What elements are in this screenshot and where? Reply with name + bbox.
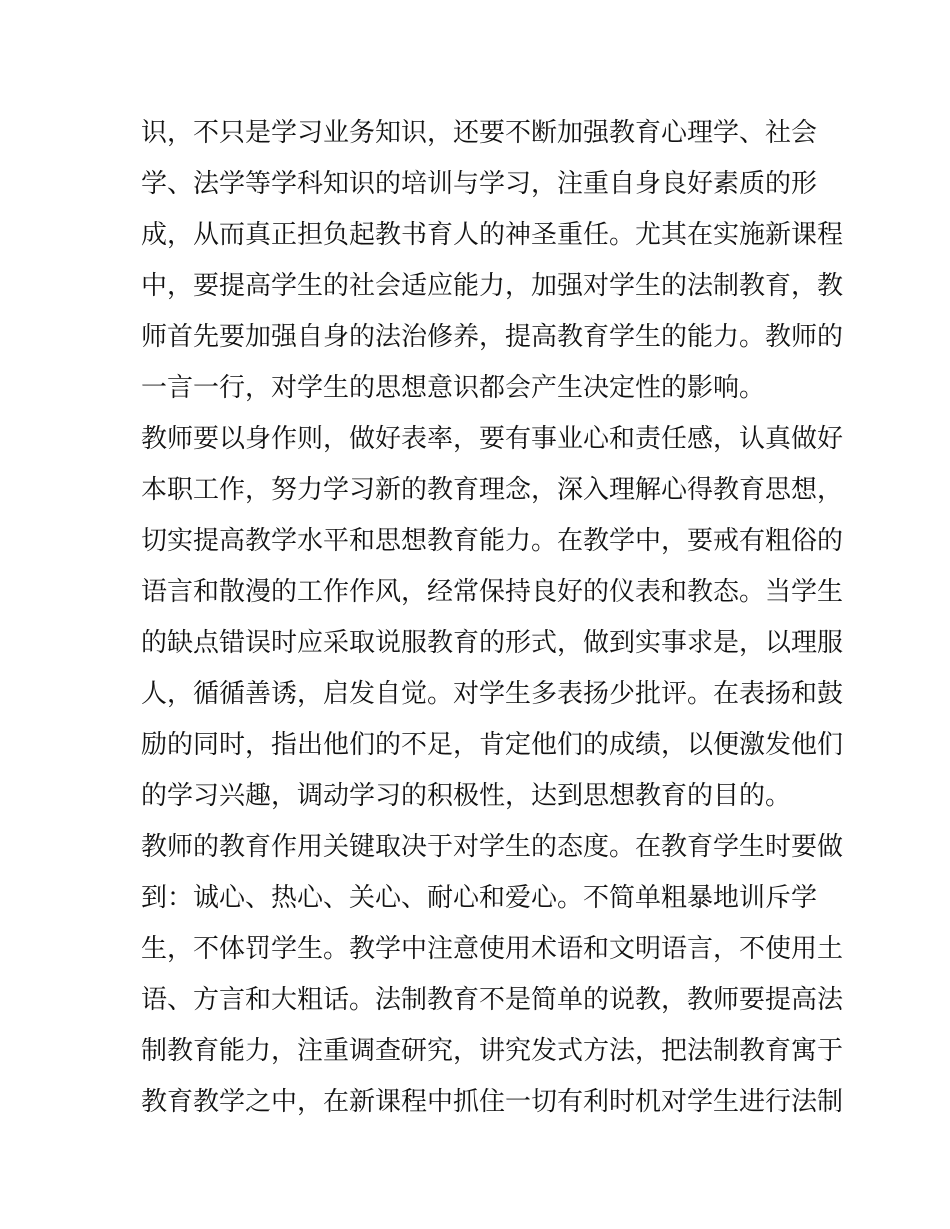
- text-line-7: 教师要以身作则，做好表率，要有事业心和责任感，认真做好: [141, 424, 844, 454]
- text-line-10: 语言和散漫的工作作风，经常保持良好的仪表和教态。当学生: [141, 577, 844, 607]
- text-line-16: 到：诚心、热心、关心、耐心和爱心。不简单粗暴地训斥学: [141, 883, 818, 913]
- text-line-14: 的学习兴趣，调动学习的积极性，达到思想教育的目的。: [141, 781, 792, 811]
- text-line-17: 生，不体罚学生。教学中注意使用术语和文明语言，不使用土: [141, 934, 844, 964]
- text-line-9: 切实提高教学水平和思想教育能力。在教学中，要戒有粗俗的: [141, 526, 844, 556]
- text-line-6: 一言一行，对学生的思想意识都会产生决定性的影响。: [141, 373, 766, 403]
- text-line-1: 识，不只是学习业务知识，还要不断加强教育心理学、社会: [141, 118, 818, 148]
- text-line-8: 本职工作，努力学习新的教育理念，深入理解心得教育思想，: [141, 475, 844, 505]
- text-line-20: 教育教学之中，在新课程中抓住一切有利时机对学生进行法制: [141, 1087, 844, 1117]
- text-line-18: 语、方言和大粗话。法制教育不是简单的说教，教师要提高法: [141, 985, 844, 1015]
- text-line-3: 成，从而真正担负起教书育人的神圣重任。尤其在实施新课程: [141, 220, 844, 250]
- text-line-4: 中，要提高学生的社会适应能力，加强对学生的法制教育，教: [141, 271, 844, 301]
- text-line-2: 学、法学等学科知识的培训与学习，注重自身良好素质的形: [141, 169, 818, 199]
- text-line-15: 教师的教育作用关键取决于对学生的态度。在教育学生时要做: [141, 832, 844, 862]
- text-line-12: 人，循循善诱，启发自觉。对学生多表扬少批评。在表扬和鼓: [141, 679, 844, 709]
- text-line-5: 师首先要加强自身的法治修养，提高教育学生的能力。教师的: [141, 322, 844, 352]
- text-line-13: 励的同时，指出他们的不足，肯定他们的成绩，以便激发他们: [141, 730, 844, 760]
- text-line-11: 的缺点错误时应采取说服教育的形式，做到实事求是，以理服: [141, 628, 844, 658]
- body-text: [141, 108, 844, 1128]
- text-line-19: 制教育能力，注重调查研究，讲究发式方法，把法制教育寓于: [141, 1036, 844, 1066]
